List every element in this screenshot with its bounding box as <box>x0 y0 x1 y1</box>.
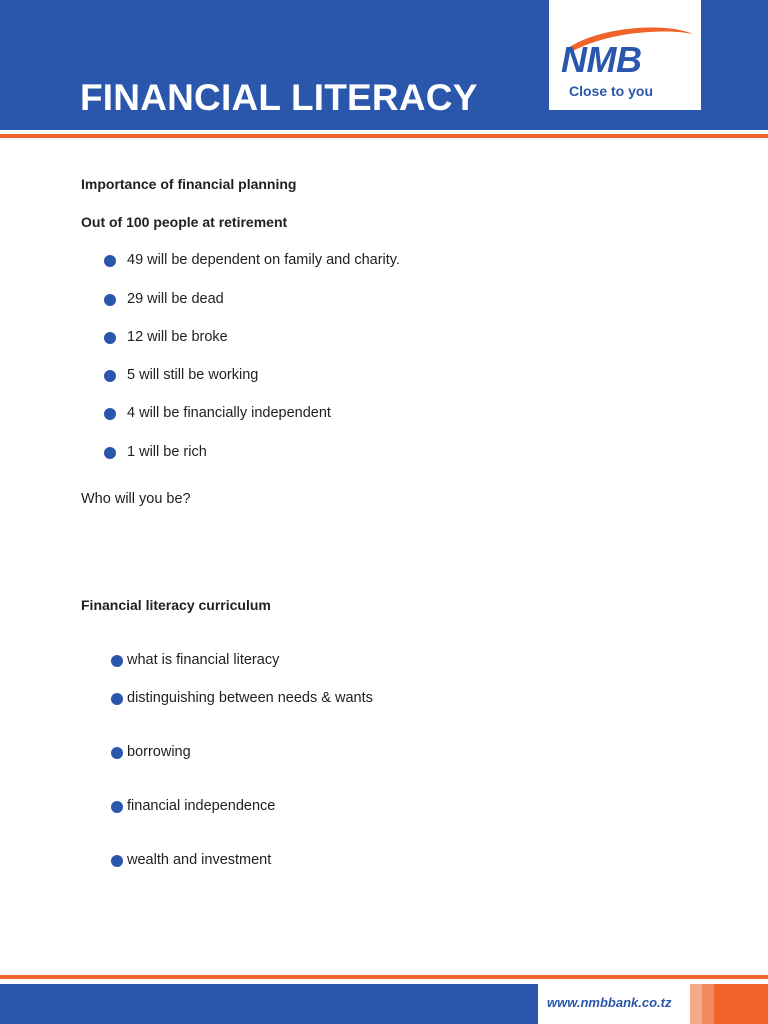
list-item-text: 4 will be financially independent <box>127 405 331 421</box>
blue-dot-icon <box>111 747 123 759</box>
list-item-text: financial independence <box>127 798 276 814</box>
logo-tagline: Close to you <box>569 83 654 99</box>
footer-accent-stripe <box>690 984 702 1024</box>
blue-dot-icon <box>111 855 123 867</box>
nmb-logo <box>549 0 701 110</box>
section-heading-curriculum: Financial literacy curriculum <box>81 597 271 613</box>
footer-website-link[interactable]: www.nmbbank.co.tz <box>547 995 672 1010</box>
header-divider-orange <box>0 134 768 138</box>
blue-dot-icon <box>111 655 123 667</box>
blue-dot-icon <box>104 447 116 459</box>
footer-accent-block <box>714 984 768 1024</box>
list-item-text: 29 will be dead <box>127 291 224 307</box>
blue-dot-icon <box>111 801 123 813</box>
retirement-question: Who will you be? <box>81 491 191 507</box>
list-item-text: 5 will still be working <box>127 367 259 383</box>
section-subheading-retirement: Out of 100 people at retirement <box>81 214 288 230</box>
list-item-text: distinguishing between needs & wants <box>127 690 373 706</box>
blue-dot-icon <box>104 408 116 420</box>
list-item-text: 12 will be broke <box>127 329 228 345</box>
blue-dot-icon <box>104 294 116 306</box>
footer-url-box <box>538 984 690 1024</box>
logo-mark: NMB <box>561 39 642 80</box>
footer-banner <box>0 984 538 1024</box>
list-item-text: what is financial literacy <box>127 652 280 668</box>
list-item-text: wealth and investment <box>127 852 272 868</box>
blue-dot-icon <box>104 332 116 344</box>
blue-dot-icon <box>111 693 123 705</box>
footer-accent-stripe <box>702 984 714 1024</box>
list-item-text: 1 will be rich <box>127 444 207 460</box>
blue-dot-icon <box>104 255 116 267</box>
list-item-text: borrowing <box>127 744 191 760</box>
header-banner <box>0 0 768 130</box>
section-heading-financial-planning: Importance of financial planning <box>81 176 297 192</box>
list-item-text: 49 will be dependent on family and charity. <box>127 252 400 268</box>
page-title: FINANCIAL LITERACY <box>80 77 478 118</box>
blue-dot-icon <box>104 370 116 382</box>
